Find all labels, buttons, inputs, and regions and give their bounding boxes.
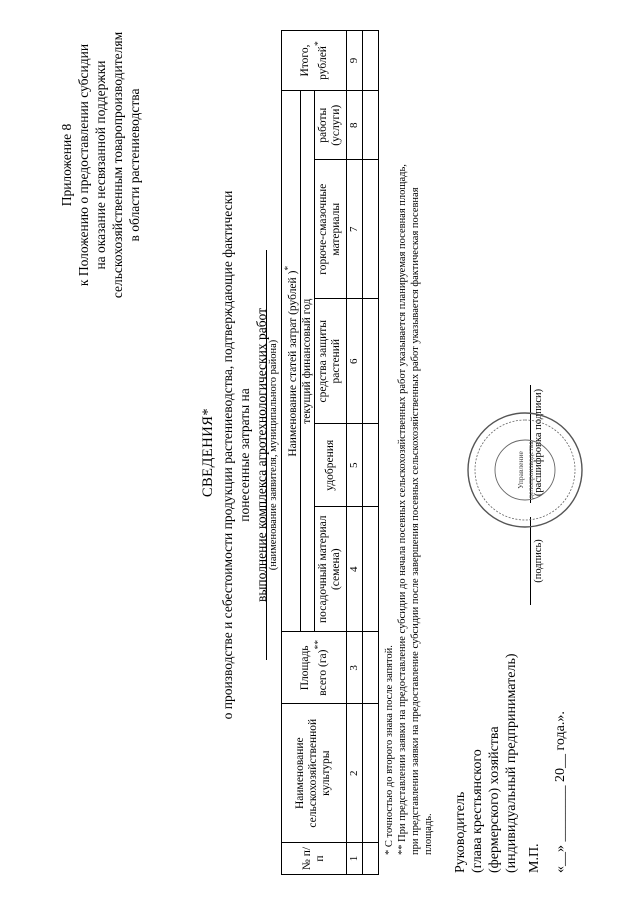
head-title-block bbox=[452, 613, 520, 873]
footnote-2-end: площадь. bbox=[423, 813, 434, 855]
header-costs bbox=[282, 91, 301, 632]
header-total-mark: * bbox=[312, 41, 324, 47]
column-number: 5 bbox=[346, 424, 362, 507]
table-cell[interactable] bbox=[362, 160, 378, 299]
head-line: (глава крестьянского bbox=[470, 749, 485, 873]
document-title: СВЕДЕНИЯ* bbox=[200, 407, 216, 498]
appendix-number: Приложение 8 bbox=[59, 123, 74, 207]
header-area-mark: ** bbox=[312, 639, 324, 650]
table-row bbox=[362, 31, 378, 875]
header-seed: посадочный материал (семена) bbox=[314, 507, 346, 632]
column-number: 3 bbox=[346, 632, 362, 704]
footnote-1: * С точностью до второго знака после запятой. bbox=[384, 645, 395, 855]
table-cell[interactable] bbox=[362, 424, 378, 507]
subtitle-line: о производстве и себестоимости продукции растениеводства, подтверждающие фактически понесенные затраты на bbox=[220, 190, 252, 720]
column-number: 9 bbox=[346, 31, 362, 91]
subtitle-line: выполнение комплекса агротехнологических работ bbox=[254, 307, 269, 603]
appendix-line: в области растениеводства bbox=[127, 88, 142, 242]
applicant-caption: (наименование заявителя, муниципального района) bbox=[268, 339, 279, 571]
header-fertilizer: удобрения bbox=[314, 424, 346, 507]
head-line: (индивидуальный предприниматель) bbox=[504, 653, 519, 873]
applicant-name-line bbox=[266, 250, 267, 660]
header-total bbox=[282, 31, 347, 91]
column-number: 7 bbox=[346, 160, 362, 299]
header-area-label: Площадь всего (га) bbox=[298, 645, 329, 696]
header-no: № п/п bbox=[282, 843, 347, 875]
appendix-line: на оказание несвязанной поддержки bbox=[93, 60, 108, 270]
head-line: (фермерского) хозяйства bbox=[487, 726, 502, 873]
header-fuel: горюче-смазочные материалы bbox=[314, 160, 346, 299]
column-number: 2 bbox=[346, 704, 362, 843]
table-cell[interactable] bbox=[362, 704, 378, 843]
header-area bbox=[282, 632, 347, 704]
head-line: Руководитель bbox=[453, 791, 468, 873]
header-works: работы (услуги) bbox=[314, 91, 346, 160]
date-line: «__» ________ 20__ года.». bbox=[553, 711, 568, 873]
signature-caption: (подпись) bbox=[533, 539, 544, 583]
signature-line bbox=[530, 517, 531, 605]
document-subtitle bbox=[219, 175, 270, 735]
header-crop: Наименование сельскохозяйственной культуры bbox=[282, 704, 347, 843]
column-number: 6 bbox=[346, 299, 362, 424]
column-number: 1 bbox=[346, 843, 362, 875]
appendix-header bbox=[58, 25, 143, 305]
table-cell[interactable] bbox=[362, 31, 378, 91]
stamp-text-1: Управление bbox=[516, 451, 525, 489]
signature-decode-caption: (расшифровка подписи) bbox=[533, 388, 544, 497]
footnote-2-cont: при представлении заявки на предоставление субсидии после завершения посевных сельскохозяйственных работ указывается фактическая посевная bbox=[410, 187, 421, 855]
column-number: 8 bbox=[346, 91, 362, 160]
table-cell[interactable] bbox=[362, 632, 378, 704]
column-number: 4 bbox=[346, 507, 362, 632]
footnote-2: ** При представлении заявки на предоставление субсидии до начала посевных сельскохозяйственных работ указывается планируемая посевная площадь, bbox=[397, 164, 408, 855]
table-cell[interactable] bbox=[362, 91, 378, 160]
appendix-line: сельскохозяйственным товаропроизводителям bbox=[110, 31, 125, 299]
header-year: текущий финансовый год bbox=[300, 91, 314, 632]
table-cell[interactable] bbox=[362, 507, 378, 632]
header-costs-label: Наименование статей затрат (рублей ) bbox=[286, 270, 299, 457]
header-protection: средства защиты растений bbox=[314, 299, 346, 424]
stamp-text-2: делопроизводства bbox=[526, 441, 535, 499]
seal-stamp-icon bbox=[465, 410, 585, 530]
footnotes bbox=[384, 35, 436, 855]
header-total-label: Итого, рублей bbox=[298, 44, 329, 80]
appendix-line: к Положению о предоставлении субсидии bbox=[76, 43, 91, 287]
table-cell[interactable] bbox=[362, 843, 378, 875]
seal-place-label: М.П. bbox=[527, 843, 542, 873]
table-cell[interactable] bbox=[362, 299, 378, 424]
header-costs-mark: * bbox=[283, 265, 294, 271]
column-numbers-row bbox=[346, 31, 362, 875]
costs-table bbox=[281, 30, 379, 875]
